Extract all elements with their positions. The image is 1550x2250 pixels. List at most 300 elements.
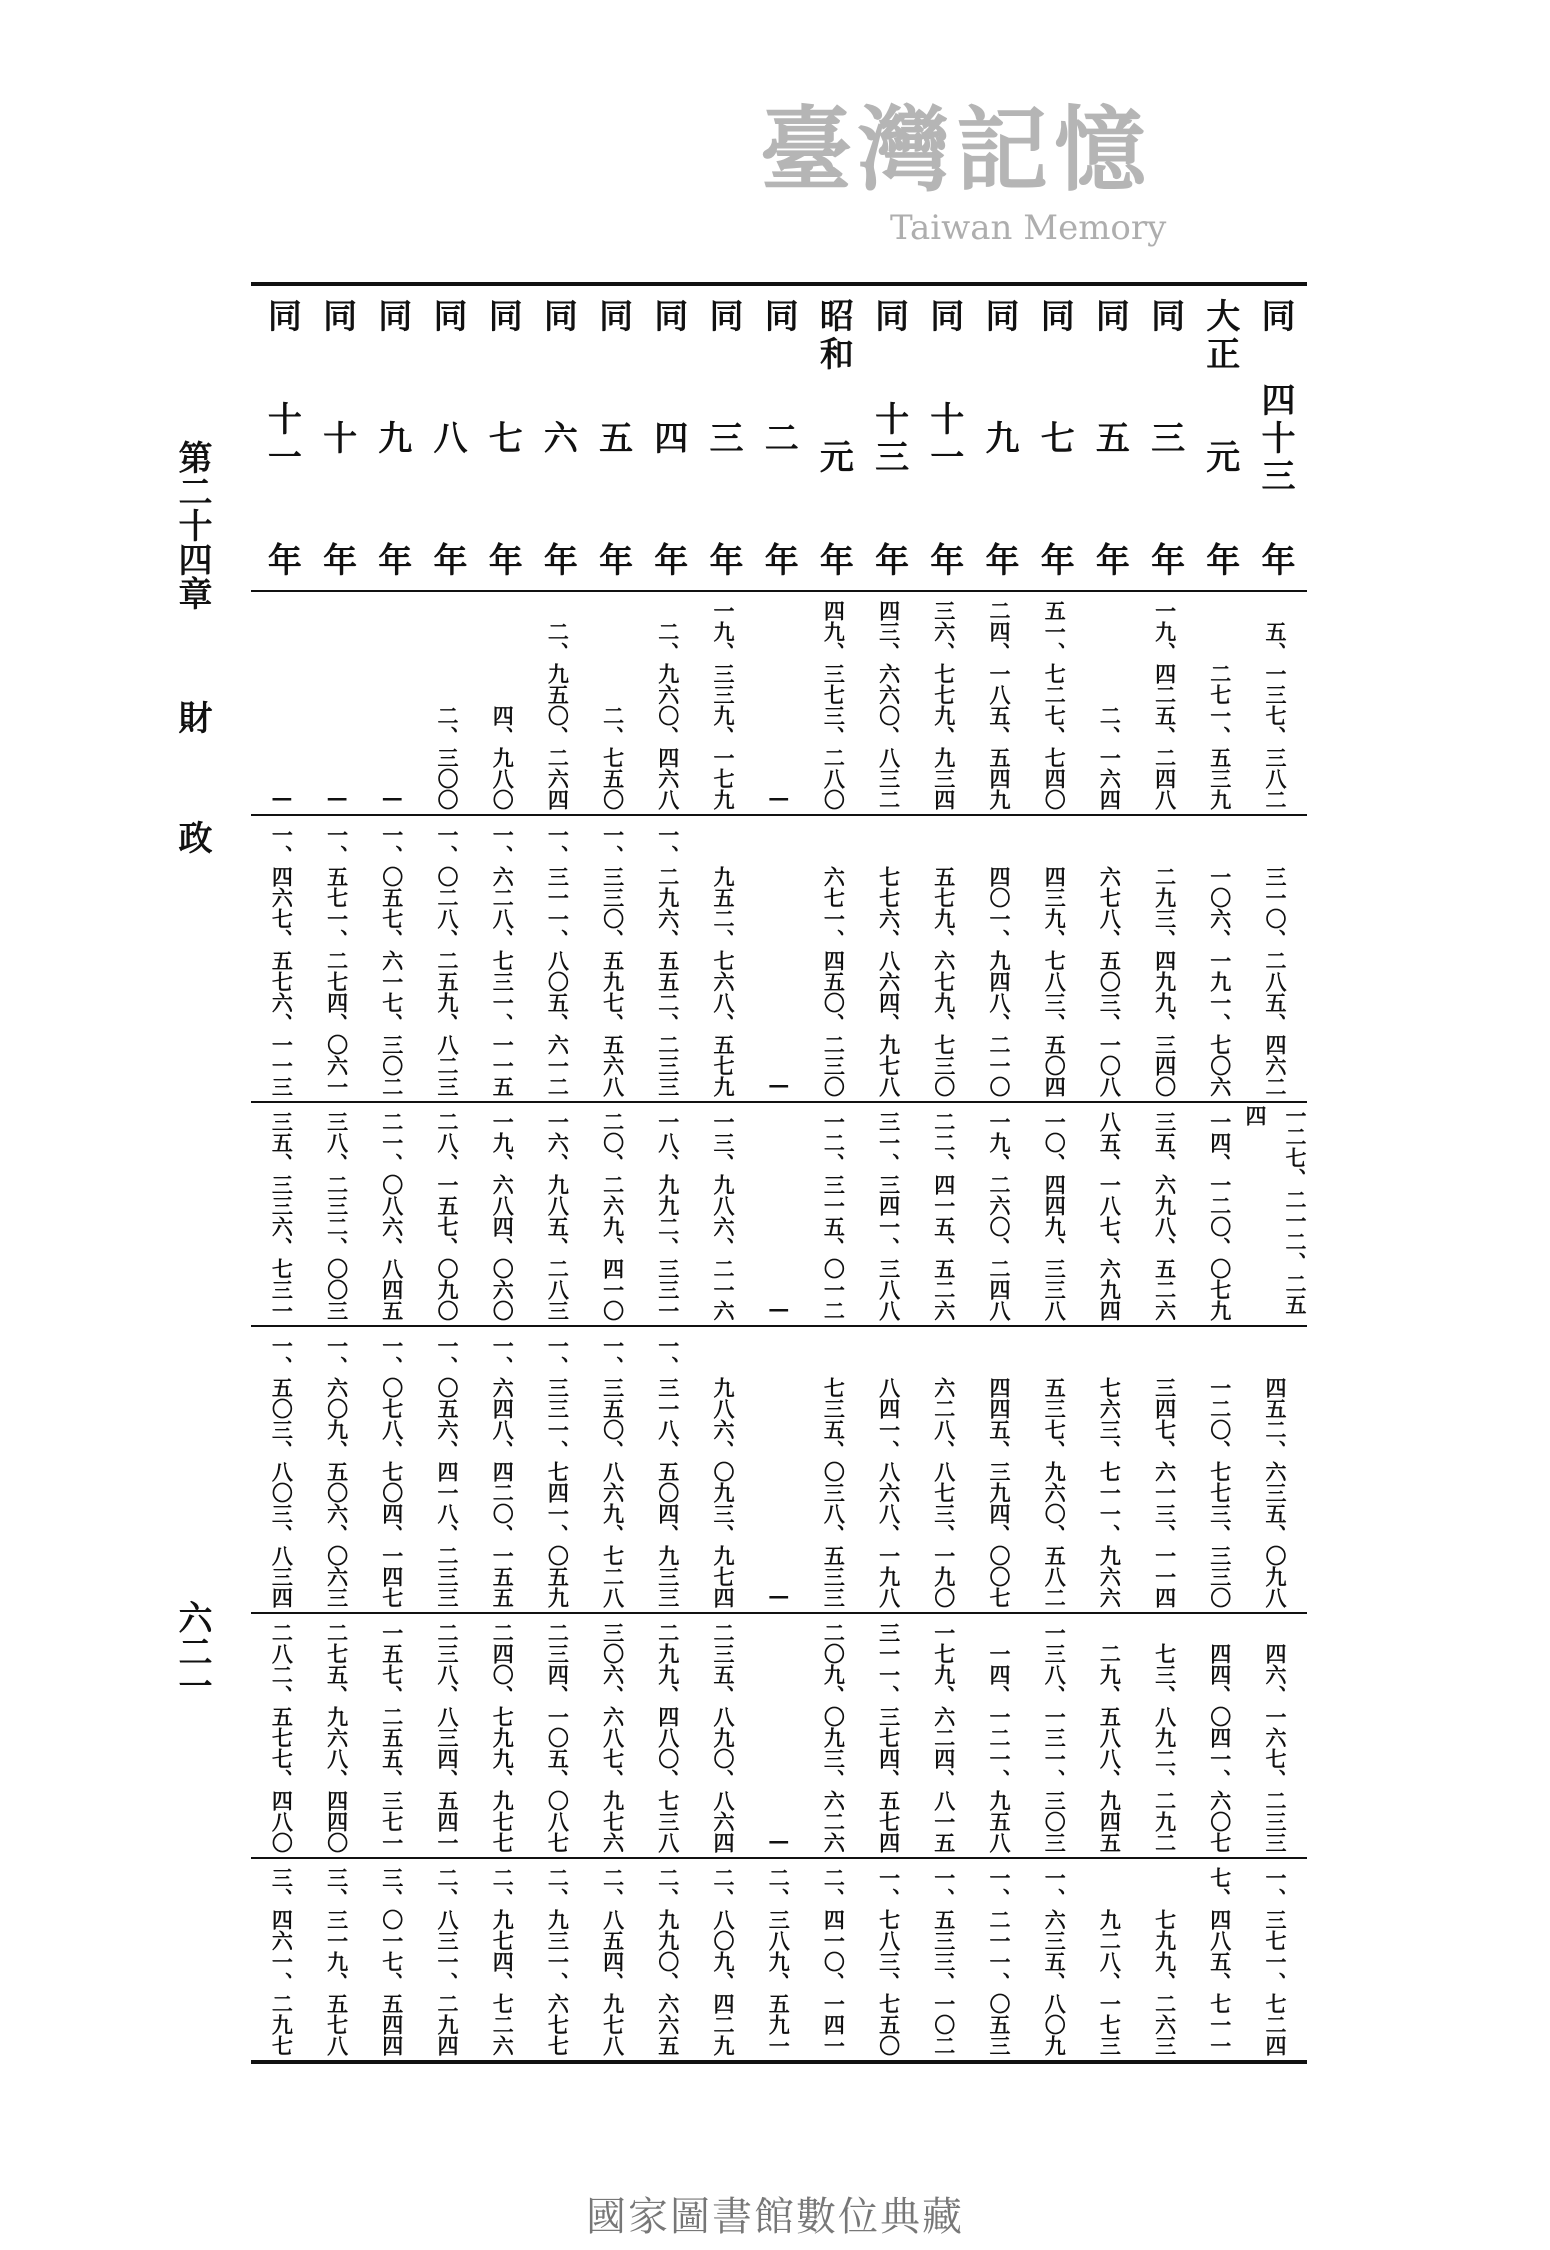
table-cell bbox=[1255, 1861, 1295, 2056]
year-suffix: 年 bbox=[923, 542, 964, 580]
table-cell bbox=[758, 1329, 798, 1608]
table-cell bbox=[979, 1105, 1019, 1321]
year-suffix: 年 bbox=[813, 542, 854, 580]
cell-value: 一、三五〇、八六九、七二八 bbox=[600, 1335, 626, 1608]
table-cell bbox=[1200, 1616, 1240, 1853]
table-cell bbox=[1034, 1861, 1074, 2056]
year-number: 五 bbox=[592, 420, 633, 458]
table-cell bbox=[1255, 818, 1295, 1097]
table-cell bbox=[648, 1616, 688, 1853]
year-suffix: 年 bbox=[758, 542, 799, 580]
era-label: 同 bbox=[1144, 298, 1185, 336]
table-cell bbox=[813, 1105, 853, 1321]
table-cell bbox=[1200, 1105, 1240, 1321]
table-cell bbox=[979, 1616, 1019, 1853]
cell-value: 三六、七七九、九三四 bbox=[931, 600, 957, 810]
cell-value: 九五二、七六八、五七九 bbox=[711, 866, 736, 1097]
year-suffix: 年 bbox=[316, 542, 357, 580]
column-header bbox=[919, 298, 969, 580]
year-number: 十三 bbox=[868, 401, 909, 477]
cell-value: 二九三、四九九、三四〇 bbox=[1152, 866, 1178, 1097]
cell-value: 四五二、六三五、〇九八 bbox=[1263, 1377, 1288, 1608]
table-cell bbox=[372, 1861, 412, 2056]
table-cell bbox=[261, 1616, 301, 1853]
cell-value: 二一、〇八六、八四五 bbox=[379, 1111, 405, 1321]
table-cell bbox=[924, 1861, 964, 2056]
cell-value: 七六三、七一一、九六六 bbox=[1097, 1377, 1123, 1608]
year-number: 五 bbox=[1089, 420, 1130, 458]
cell-value: 二八、一五七、〇九〇 bbox=[435, 1111, 460, 1321]
table-cell bbox=[427, 1105, 467, 1321]
cell-value: 一三八、一三一、三〇三 bbox=[1042, 1622, 1068, 1853]
table-cell bbox=[317, 594, 357, 810]
cell-value: — bbox=[766, 785, 792, 810]
table-cell bbox=[758, 1616, 798, 1853]
table-cell bbox=[924, 818, 964, 1097]
year-suffix: 年 bbox=[592, 542, 633, 580]
column-header bbox=[588, 298, 638, 580]
era-label: 同 bbox=[1034, 298, 1075, 336]
cell-value: 四三、六六〇、八三二 bbox=[876, 600, 902, 810]
cell-value: 七、四八五、七一一 bbox=[1207, 1867, 1233, 2056]
year-suffix: 年 bbox=[868, 542, 909, 580]
cell-value: 一四、一二一、九五八 bbox=[987, 1643, 1012, 1853]
page-number: 六二一 bbox=[172, 1600, 212, 1702]
section-title-char: 財 bbox=[172, 700, 212, 734]
section-title-char: 政 bbox=[172, 820, 212, 854]
cell-value: 一、三三一、七四一、〇五九 bbox=[545, 1335, 571, 1608]
cell-value: 一、五三三、一〇二 bbox=[931, 1867, 957, 2056]
cell-value: 七七六、八六四、九七八 bbox=[876, 866, 902, 1097]
table-cell bbox=[317, 1105, 357, 1321]
table-cell bbox=[1034, 818, 1074, 1097]
cell-value: 五、一三七、三八二 bbox=[1263, 621, 1288, 810]
table-cell bbox=[1089, 1105, 1129, 1321]
table-cell bbox=[979, 818, 1019, 1097]
table-cell bbox=[317, 1329, 357, 1608]
era-label: 同 bbox=[923, 298, 964, 336]
table-cell bbox=[482, 1616, 522, 1853]
table-cell bbox=[813, 1616, 853, 1853]
column-header bbox=[643, 298, 693, 580]
year-number: 九 bbox=[979, 420, 1019, 458]
table-cell bbox=[924, 1616, 964, 1853]
cell-value: 三〇六、六八七、九七六 bbox=[600, 1622, 626, 1853]
year-suffix: 年 bbox=[979, 542, 1019, 580]
table-cell bbox=[427, 818, 467, 1097]
table-bottom-rule bbox=[251, 2060, 1307, 2064]
cell-value: 三五、六九八、五二六 bbox=[1152, 1111, 1178, 1321]
cell-value: 一、三三〇、五九七、五六八 bbox=[600, 824, 626, 1097]
cell-value: 一二七、二一二、二五四 bbox=[1243, 1105, 1308, 1315]
table-cell bbox=[537, 1105, 577, 1321]
cell-value: 一九、二六〇、二四八 bbox=[987, 1111, 1012, 1321]
cell-value: 二八二、五七七、四八〇 bbox=[269, 1622, 295, 1853]
table-cell bbox=[317, 1861, 357, 2056]
table-cell bbox=[593, 1616, 633, 1853]
cell-value: — bbox=[324, 785, 350, 810]
table-cell bbox=[758, 594, 798, 810]
watermark-logo: 臺灣記憶 bbox=[760, 96, 1153, 204]
year-number: 八 bbox=[427, 420, 467, 458]
cell-value: 一、五七一、二七四、〇六一 bbox=[324, 824, 350, 1097]
cell-value: 四四、〇四一、六〇七 bbox=[1207, 1643, 1233, 1853]
table-cell bbox=[648, 1105, 688, 1321]
table-cell bbox=[593, 1105, 633, 1321]
column-header bbox=[1084, 298, 1134, 580]
year-suffix: 年 bbox=[703, 542, 743, 580]
table-top-rule bbox=[251, 282, 1307, 286]
era-label: 同 bbox=[1089, 298, 1130, 336]
table-cell bbox=[1034, 1616, 1074, 1853]
cell-value: 二、九三一、六七七 bbox=[545, 1867, 571, 2056]
chapter-heading: 第二十四章 bbox=[172, 440, 212, 610]
column-header bbox=[1195, 298, 1245, 580]
year-number: 四十三 bbox=[1255, 382, 1295, 496]
column-header bbox=[1140, 298, 1190, 580]
table-cell bbox=[1200, 1861, 1240, 2056]
cell-value: — bbox=[766, 1296, 792, 1321]
table-cell bbox=[1089, 1329, 1129, 1608]
cell-value: 九二八、一七三 bbox=[1097, 1909, 1123, 2056]
year-number: 三 bbox=[1144, 420, 1185, 458]
table-cell bbox=[813, 818, 853, 1097]
footer-credit: 國家圖書館數位典藏 bbox=[586, 2194, 964, 2240]
cell-value: 二三四、一〇五、〇八七 bbox=[545, 1622, 571, 1853]
year-number: 十一 bbox=[261, 401, 302, 477]
cell-value: 二、八三一、二九四 bbox=[435, 1867, 460, 2056]
table-cell bbox=[537, 1861, 577, 2056]
table-cell bbox=[317, 1616, 357, 1853]
table-cell bbox=[648, 1329, 688, 1608]
year-number: 六 bbox=[537, 420, 578, 458]
cell-value: 二三八、八三四、五四一 bbox=[435, 1622, 460, 1853]
cell-value: 二、一六四 bbox=[1097, 705, 1123, 810]
table-cell bbox=[1034, 594, 1074, 810]
cell-value: 五七九、六七九、七三〇 bbox=[931, 866, 957, 1097]
table-cell bbox=[261, 594, 301, 810]
table-cell bbox=[758, 1861, 798, 2056]
table-cell bbox=[482, 1105, 522, 1321]
cell-value: 二四、一八五、五四九 bbox=[987, 600, 1012, 810]
era-label: 同 bbox=[703, 298, 743, 336]
table-cell bbox=[979, 1861, 1019, 2056]
table-cell bbox=[1145, 818, 1185, 1097]
column-header bbox=[808, 298, 858, 580]
cell-value: 一九、六八四、〇六〇 bbox=[490, 1111, 516, 1321]
cell-value: 一、三一一、八〇五、六一二 bbox=[545, 824, 571, 1097]
column-header bbox=[532, 298, 582, 580]
table-cell bbox=[482, 818, 522, 1097]
cell-value: 一、五〇三、八〇三、八三四 bbox=[269, 1335, 295, 1608]
cell-value: 一、三一八、五〇四、九三三 bbox=[655, 1335, 681, 1608]
era-label: 昭和 bbox=[813, 298, 854, 374]
year-number: 十一 bbox=[923, 401, 964, 477]
era-label: 同 bbox=[758, 298, 799, 336]
table-cell bbox=[1255, 594, 1295, 810]
era-label: 同 bbox=[979, 298, 1019, 336]
table-cell bbox=[1145, 1616, 1185, 1853]
cell-value: 一、四六七、五七六、一一三 bbox=[269, 824, 295, 1097]
column-header bbox=[1029, 298, 1079, 580]
cell-value: 五三七、九六〇、五八二 bbox=[1042, 1377, 1068, 1608]
column-header bbox=[312, 298, 362, 580]
cell-value: — bbox=[766, 1072, 792, 1097]
year-suffix: 年 bbox=[371, 542, 412, 580]
cell-value: 五一、七二七、七四〇 bbox=[1042, 600, 1068, 810]
row-rule bbox=[251, 1612, 1307, 1614]
table-cell bbox=[1255, 1329, 1295, 1608]
cell-value: 一、二一一、〇五三 bbox=[987, 1867, 1012, 2056]
table-cell bbox=[758, 1105, 798, 1321]
cell-value: 四、九八〇 bbox=[490, 705, 516, 810]
table-cell bbox=[1200, 594, 1240, 810]
cell-value: — bbox=[766, 1828, 792, 1853]
table-cell bbox=[593, 594, 633, 810]
cell-value: 一、〇五七、六一七、三〇二 bbox=[379, 824, 405, 1097]
year-suffix: 年 bbox=[1255, 542, 1295, 580]
cell-value: 二、八五四、九七八 bbox=[600, 1867, 626, 2056]
cell-value: 二二、四一五、五二六 bbox=[931, 1111, 957, 1321]
table-cell bbox=[1145, 1329, 1185, 1608]
table-cell bbox=[1145, 594, 1185, 810]
year-number: 七 bbox=[482, 420, 523, 458]
table-cell bbox=[1089, 1861, 1129, 2056]
cell-value: 四九、三七三、二八〇 bbox=[821, 600, 847, 810]
table-cell bbox=[261, 1329, 301, 1608]
column-header bbox=[367, 298, 417, 580]
era-label: 大正 bbox=[1199, 298, 1240, 374]
cell-value: 一九、三三九、一七九 bbox=[711, 600, 736, 810]
column-header bbox=[753, 298, 803, 580]
cell-value: 一、〇五六、四一八、二三三 bbox=[435, 1335, 460, 1608]
table-cell bbox=[869, 1861, 909, 2056]
cell-value: 二〇、二六九、四一〇 bbox=[600, 1111, 626, 1321]
era-label: 同 bbox=[316, 298, 357, 336]
column-header bbox=[1250, 298, 1300, 580]
row-rule bbox=[251, 814, 1307, 816]
cell-value: 一二、三一五、〇一二 bbox=[821, 1111, 847, 1321]
cell-value: 八五、一八七、六九四 bbox=[1097, 1111, 1123, 1321]
cell-value: 二、九五〇、二六四 bbox=[545, 621, 571, 810]
table-cell bbox=[427, 1616, 467, 1853]
table-cell bbox=[1255, 1616, 1295, 1853]
table-cell bbox=[372, 818, 412, 1097]
cell-value: 六七一、四五〇、二三〇 bbox=[821, 866, 847, 1097]
table-cell bbox=[261, 1861, 301, 2056]
year-number: 四 bbox=[647, 420, 688, 458]
cell-value: 三一、三四一、三八八 bbox=[876, 1111, 902, 1321]
cell-value: 一、〇二八、二五九、八二三 bbox=[435, 824, 460, 1097]
cell-value: 七三、八九二、二九二 bbox=[1152, 1643, 1178, 1853]
era-label: 同 bbox=[592, 298, 633, 336]
column-header bbox=[974, 298, 1024, 580]
row-rule bbox=[251, 1101, 1307, 1103]
era-label: 同 bbox=[1255, 298, 1295, 336]
cell-value: 四〇一、九四八、二一〇 bbox=[987, 866, 1012, 1097]
cell-value: 一、二九六、五五二、二三三 bbox=[655, 824, 681, 1097]
table-cell bbox=[537, 1329, 577, 1608]
cell-value: 二、七五〇 bbox=[600, 705, 626, 810]
table-cell bbox=[869, 818, 909, 1097]
cell-value: — bbox=[269, 785, 295, 810]
year-number: 二 bbox=[758, 420, 799, 458]
cell-value: 二、三八九、五九一 bbox=[766, 1867, 792, 2056]
table-cell bbox=[869, 1105, 909, 1321]
column-header bbox=[422, 298, 472, 580]
year-suffix: 年 bbox=[537, 542, 578, 580]
table-cell bbox=[482, 594, 522, 810]
cell-value: 一、三七一、七二四 bbox=[1263, 1867, 1288, 2056]
table-cell bbox=[813, 1329, 853, 1608]
table-cell bbox=[372, 594, 412, 810]
table-cell bbox=[427, 594, 467, 810]
table-cell bbox=[317, 818, 357, 1097]
table-cell bbox=[1200, 818, 1240, 1097]
cell-value: 二七一、五三九 bbox=[1207, 663, 1233, 810]
table-cell bbox=[648, 818, 688, 1097]
table-cell bbox=[813, 1861, 853, 2056]
table-cell bbox=[1145, 1105, 1185, 1321]
cell-value: 一四、一二〇、〇七九 bbox=[1207, 1111, 1233, 1321]
cell-value: 四四五、三九四、〇〇七 bbox=[987, 1377, 1012, 1608]
cell-value: 二三五、八九〇、八六四 bbox=[711, 1622, 736, 1853]
cell-value: 三、四六一、二九七 bbox=[269, 1867, 295, 2056]
cell-value: 二、九九〇、六六五 bbox=[655, 1867, 681, 2056]
era-label: 同 bbox=[482, 298, 523, 336]
cell-value: 三四七、六一三、一一四 bbox=[1152, 1377, 1178, 1608]
cell-value: 一三、九八六、二一六 bbox=[711, 1111, 736, 1321]
cell-value: 八四一、八六八、一九八 bbox=[876, 1377, 902, 1608]
column-header bbox=[256, 298, 306, 580]
cell-value: 二九、五八八、九四五 bbox=[1097, 1643, 1123, 1853]
cell-value: 一〇六、一九一、七〇六 bbox=[1207, 866, 1233, 1097]
cell-value: 七九九、二六三 bbox=[1152, 1909, 1178, 2056]
year-number: 元 bbox=[813, 439, 854, 477]
cell-value: 九八六、〇九三、九七四 bbox=[711, 1377, 736, 1608]
cell-value: 一、六四八、四二〇、一五五 bbox=[490, 1335, 516, 1608]
cell-value: 三、三一九、五七八 bbox=[324, 1867, 350, 2056]
table-cell bbox=[372, 1105, 412, 1321]
table-cell bbox=[482, 1861, 522, 2056]
table-cell bbox=[482, 1329, 522, 1608]
table-cell bbox=[593, 818, 633, 1097]
table-cell bbox=[1243, 1105, 1308, 1321]
cell-value: — bbox=[379, 785, 405, 810]
cell-value: 二、四一〇、一四一 bbox=[821, 1867, 847, 2056]
table-cell bbox=[537, 818, 577, 1097]
row-rule bbox=[251, 1325, 1307, 1327]
table-cell bbox=[427, 1861, 467, 2056]
table-cell bbox=[1034, 1329, 1074, 1608]
cell-value: 一、六二八、七三一、一一五 bbox=[490, 824, 516, 1097]
table-cell bbox=[593, 1861, 633, 2056]
table-cell bbox=[979, 1329, 1019, 1608]
cell-value: 六二八、八七三、一九〇 bbox=[931, 1377, 957, 1608]
cell-value: — bbox=[766, 1583, 792, 1608]
cell-value: 三一〇、二八五、四六二 bbox=[1263, 866, 1288, 1097]
cell-value: 三、〇一七、五四四 bbox=[379, 1867, 405, 2056]
header-rule bbox=[251, 590, 1307, 592]
cell-value: 六七八、五〇三、一〇八 bbox=[1097, 866, 1123, 1097]
table-cell bbox=[703, 818, 743, 1097]
table-cell bbox=[593, 1329, 633, 1608]
cell-value: 七三五、〇三八、五三三 bbox=[821, 1377, 847, 1608]
cell-value: 四三九、七八三、五〇四 bbox=[1042, 866, 1068, 1097]
table-cell bbox=[979, 594, 1019, 810]
row-rule bbox=[251, 1857, 1307, 1859]
year-suffix: 年 bbox=[1144, 542, 1185, 580]
table-cell bbox=[813, 594, 853, 810]
table-cell bbox=[703, 1861, 743, 2056]
cell-value: 一二〇、七七三、三三〇 bbox=[1207, 1377, 1233, 1608]
table-cell bbox=[372, 1329, 412, 1608]
table-cell bbox=[869, 594, 909, 810]
cell-value: 一九、四二五、二四八 bbox=[1152, 600, 1178, 810]
cell-value: 一七九、六二四、八一五 bbox=[931, 1622, 957, 1853]
year-number: 元 bbox=[1199, 439, 1240, 477]
table-cell bbox=[1200, 1329, 1240, 1608]
table-cell bbox=[758, 818, 798, 1097]
year-suffix: 年 bbox=[1199, 542, 1240, 580]
table-cell bbox=[703, 594, 743, 810]
cell-value: 二九九、四八〇、七三八 bbox=[655, 1622, 681, 1853]
era-label: 同 bbox=[868, 298, 909, 336]
column-header bbox=[477, 298, 527, 580]
table-cell bbox=[648, 594, 688, 810]
year-number: 三 bbox=[703, 420, 743, 458]
table-cell bbox=[537, 1616, 577, 1853]
table-cell bbox=[703, 1329, 743, 1608]
cell-value: 二、九七四、七二六 bbox=[490, 1867, 516, 2056]
cell-value: 二七五、九六八、四四〇 bbox=[324, 1622, 350, 1853]
year-number: 十 bbox=[316, 420, 357, 458]
cell-value: 一、六〇九、五〇六、〇六三 bbox=[324, 1335, 350, 1608]
table-cell bbox=[1034, 1105, 1074, 1321]
table-cell bbox=[703, 1616, 743, 1853]
cell-value: 二、八〇九、四二九 bbox=[711, 1867, 736, 2056]
year-suffix: 年 bbox=[1034, 542, 1075, 580]
cell-value: 一、〇七八、七〇四、一四七 bbox=[379, 1335, 405, 1608]
table-cell bbox=[648, 1861, 688, 2056]
cell-value: 二〇九、〇九三、六二六 bbox=[821, 1622, 847, 1853]
table-cell bbox=[1089, 818, 1129, 1097]
watermark-subtitle: Taiwan Memory bbox=[890, 208, 1167, 248]
cell-value: 三五、三三六、七三一 bbox=[269, 1111, 295, 1321]
table-cell bbox=[924, 594, 964, 810]
table-cell bbox=[924, 1105, 964, 1321]
cell-value: 一〇、四四九、三三八 bbox=[1042, 1111, 1068, 1321]
year-suffix: 年 bbox=[261, 542, 302, 580]
cell-value: 二、三〇〇 bbox=[435, 705, 460, 810]
cell-value: 一、六三五、八〇九 bbox=[1042, 1867, 1068, 2056]
table-cell bbox=[869, 1329, 909, 1608]
cell-value: 一、七八三、七五〇 bbox=[876, 1867, 902, 2056]
table-cell bbox=[703, 1105, 743, 1321]
column-header bbox=[864, 298, 914, 580]
era-label: 同 bbox=[371, 298, 412, 336]
cell-value: 二四〇、七九九、九七七 bbox=[490, 1622, 516, 1853]
cell-value: 一八、九九二、三三一 bbox=[655, 1111, 681, 1321]
year-number: 九 bbox=[371, 420, 412, 458]
cell-value: 三八、二三二、〇〇三 bbox=[324, 1111, 350, 1321]
era-label: 同 bbox=[261, 298, 302, 336]
era-label: 同 bbox=[537, 298, 578, 336]
table-cell bbox=[1089, 1616, 1129, 1853]
cell-value: 三一一、三七四、五七四 bbox=[876, 1622, 902, 1853]
cell-value: 一六、九八五、二八三 bbox=[545, 1111, 571, 1321]
year-suffix: 年 bbox=[427, 542, 467, 580]
